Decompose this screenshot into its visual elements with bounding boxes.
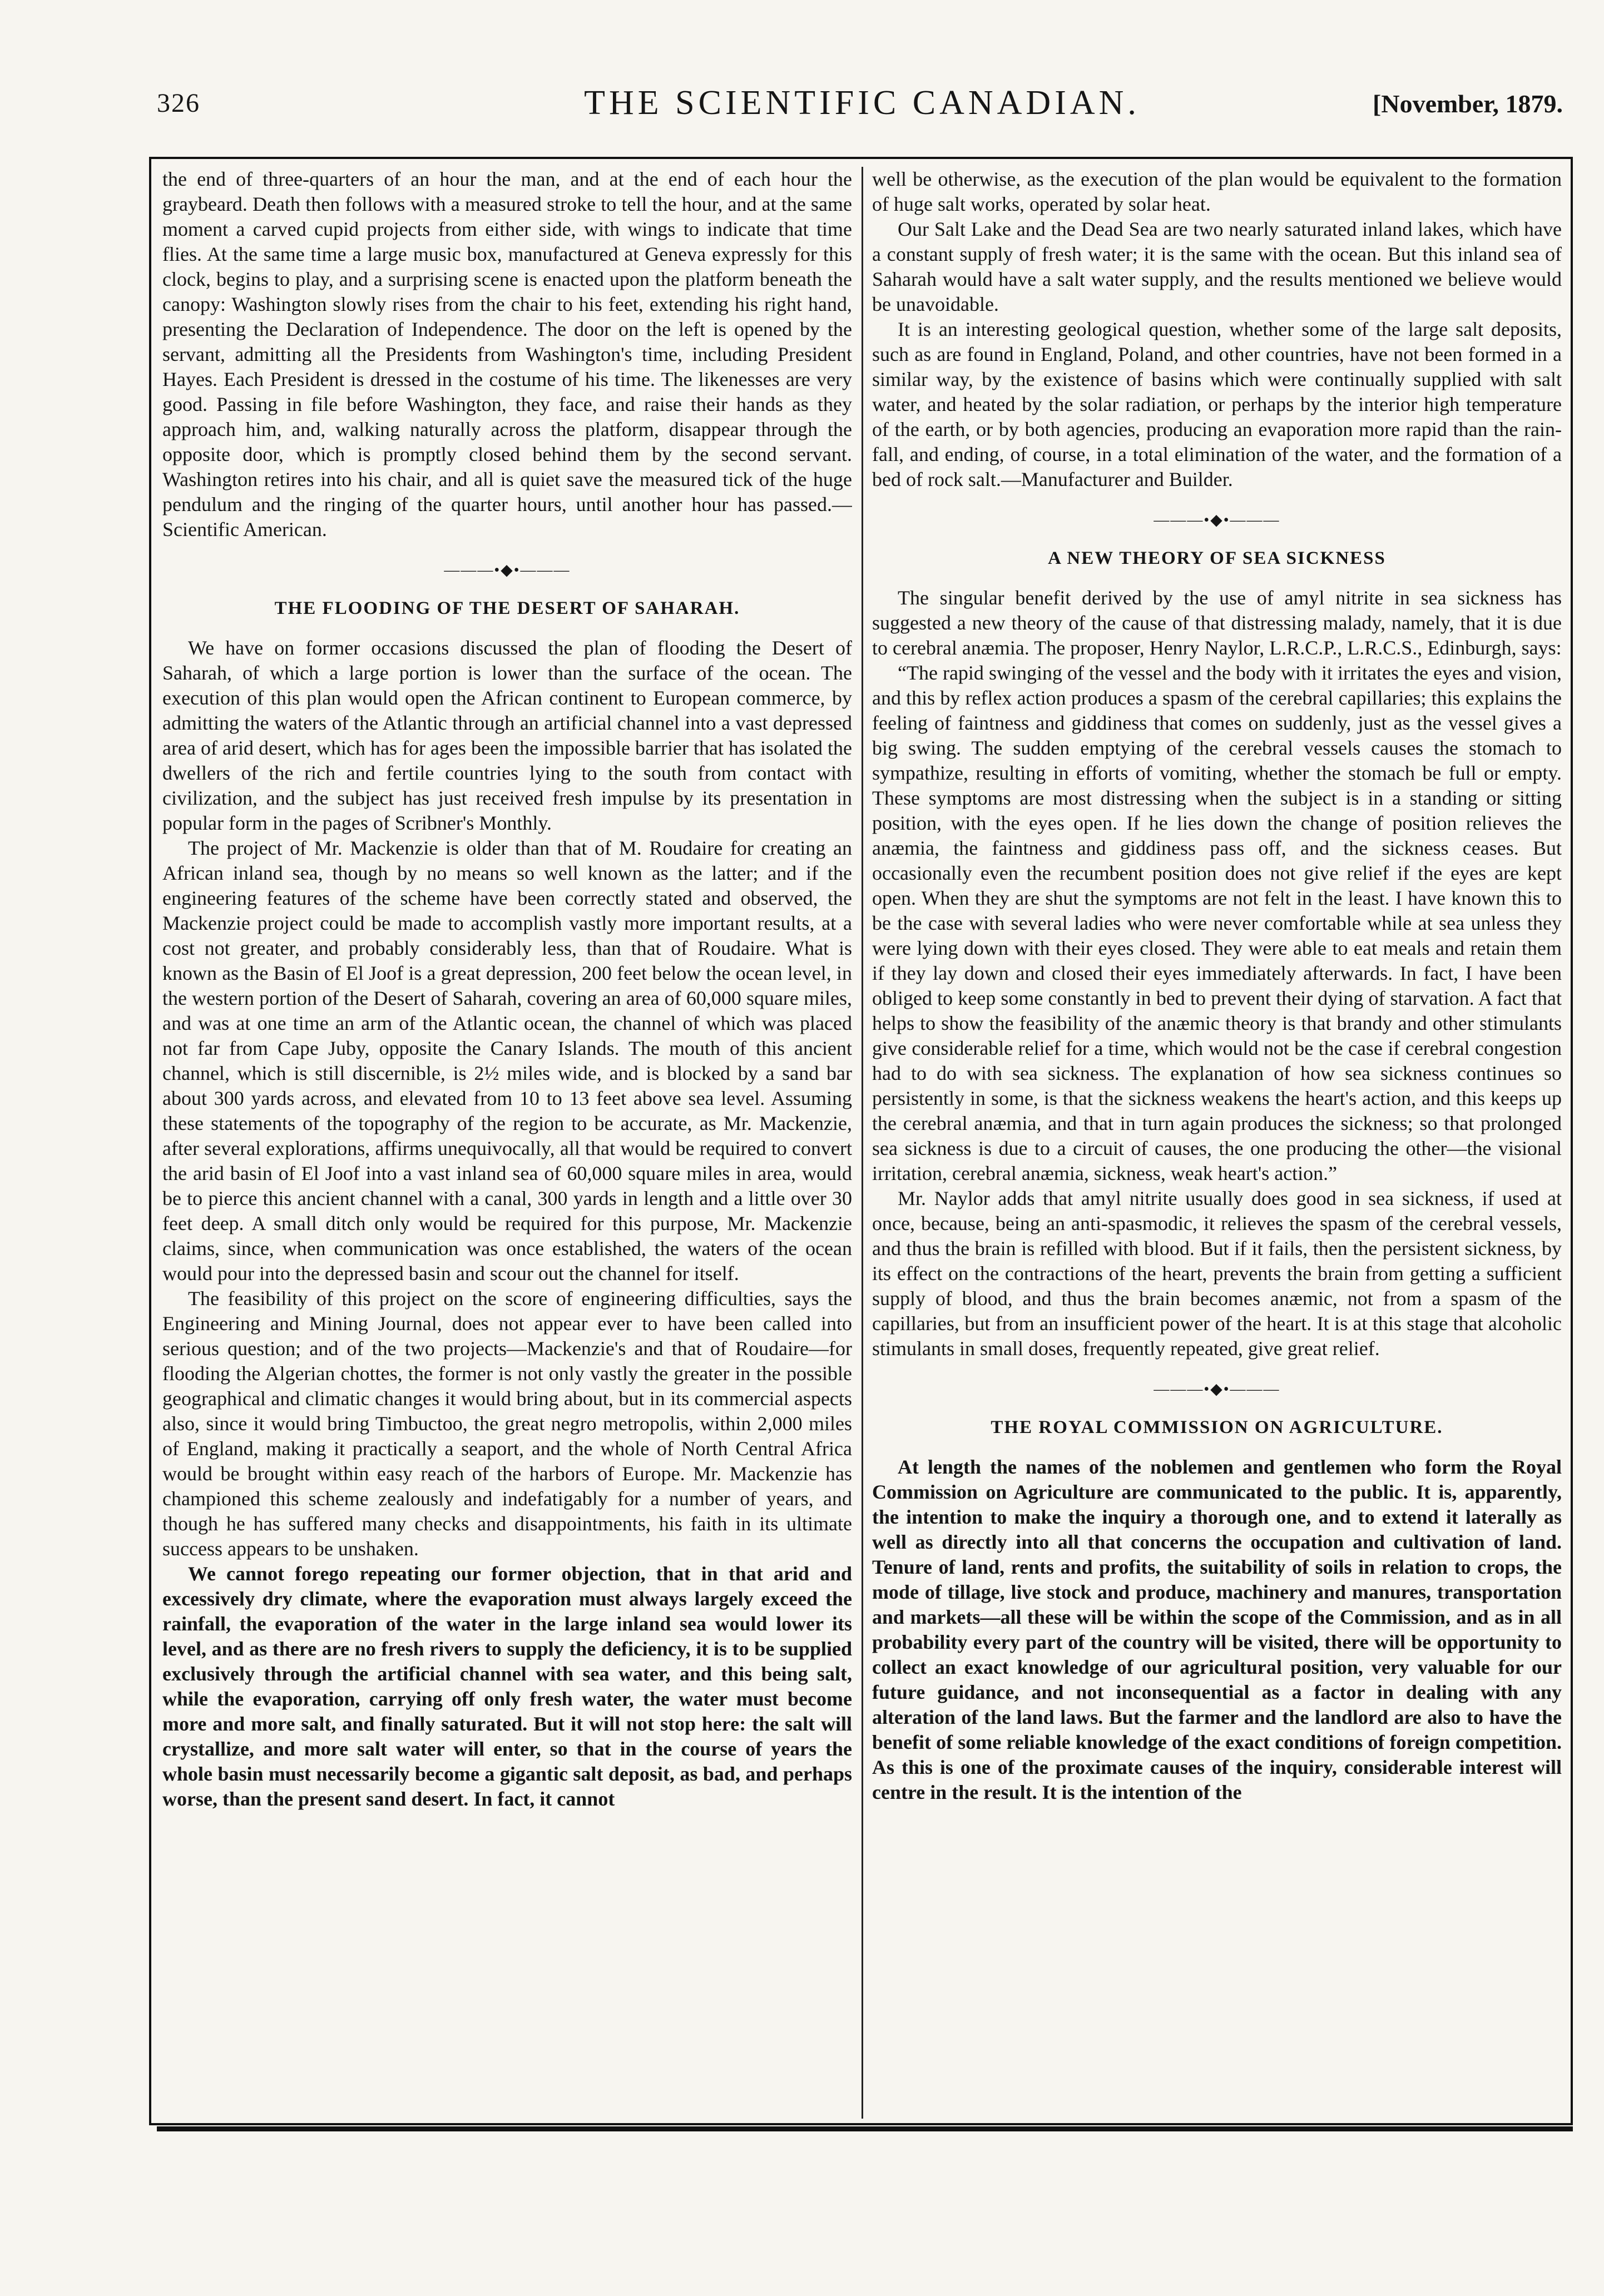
- right-column: [872, 167, 1562, 2116]
- sea-sickness-quote: “The rapid swinging of the vessel and the body with it irritates the eyes and vision, and this by reflex action produces a spasm of the cerebral capillaries; this explains the feeling of faintness and giddiness that comes on suddenly, just as the vessel gives a big swing. The sudden emptying of the cerebral vessels causes the stomach to sympathize, resulting in efforts of vomiting, whether the stomach be full or empty. These symptoms are most distressing when the subject is in a standing or sitting position, with the eyes open. If he lies down the change of position relieves the anæmia, the faintness and giddiness pass off, and the sickness ceases. But occasionally even the recumbent position does not give relief if the eyes are kept open. When they are shut the symptoms are not felt in the least. I have known this to be the case with several ladies who were never comfortable while at sea unless they were lying down with their eyes closed. They were able to eat meals and retain them if they lay down and closed their eyes immediately afterwards. In fact, I have been obliged to keep some constantly in bed to prevent their dying of starvation. A fact that helps to show the feasibility of the anæmic theory is that brandy and other stimulants give considerable relief for a time, which would not be the case if cerebral congestion had to do with sea sickness. The explanation of how sea sickness continues so persistently in some, is that the sickness weakens the heart's action, and this keeps up the cerebral anæmia, and that in turn again produces the sickness; so that prolonged sea sickness is due to a circuit of causes, the one producing the other—the visional irritation, cerebral anæmia, sickness, weak heart's action.”: [872, 662, 1562, 1184]
- left-column: [162, 167, 852, 2116]
- sahara-article-continuation: well be otherwise, as the execution of the plan would be equivalent to the formation of huge salt works, operated by solar heat.: [872, 168, 1562, 215]
- running-head: [150, 83, 1574, 128]
- section-separator: ———•◆•———: [1154, 512, 1280, 529]
- clock-article-continuation: the end of three-quarters of an hour the man, and at the end of each hour the graybeard. Death then follows with a measured stroke to tell the hour, and at the same moment a carved cupid projects from either side, with wings to indicate that time flies. At the same time a large music box, manufactured at Geneva expressly for this clock, begins to play, and a surprising scene is enacted upon the platform beneath the canopy: Washington slowly rises from the chair to his feet, extending his right hand, presenting the Declaration of Independence. The door on the left is opened by the servant, admitting all the Presidents from Washington's time, including President Hayes. Each President is dressed in the costume of his time. The likenesses are very good. Passing in file before Washington, they face, and raise their hands as they approach him, and, walking naturally across the platform, disappear through the opposite door, which is promptly closed behind them by the second servant. Washington retires into his chair, and all is quiet save the measured tick of the huge pendulum and the ringing of the quarter hours, until another hour has passed.—Scientific American.: [162, 168, 852, 540]
- sahara-paragraph: We cannot forego repeating our former objection, that in that arid and excessively dry climate, where the evaporation must always largely exceed the rainfall, the evaporation of the water in the large inland sea would lower its level, and as there are no fresh rivers to supply the deficiency, it is to be supplied exclusively through the artificial channel with sea water, and this being salt, while the evaporation, carrying off only fresh water, the water must become more and more salt, and finally saturated. But it will not stop here: the salt will crystallize, and more salt water will enter, so that in the course of years the whole basin must necessarily become a gigantic salt deposit, as bad, and perhaps worse, than the present sand desert. In fact, it cannot: [162, 1563, 852, 1810]
- section-separator: ———•◆•———: [1154, 1381, 1280, 1398]
- sahara-article-heading: THE FLOODING OF THE DESERT OF SAHARAH.: [274, 598, 740, 618]
- sea-sickness-heading: A NEW THEORY OF SEA SICKNESS: [1048, 548, 1386, 568]
- bottom-rule: [157, 2126, 1573, 2131]
- section-separator: ———•◆•———: [444, 562, 571, 579]
- royal-commission-paragraph: At length the names of the noblemen and gentlemen who form the Royal Commission on Agriculture are communicated to the public. It is, apparently, the intention to make the inquiry a thorough one, and to extend it laterally as well as directly into all that concerns the occupation and cultivation of land. Tenure of land, rents and profits, the suitability of soils in relation to crops, the mode of tillage, live stock and produce, machinery and manures, transportation and markets—all these will be within the scope of the Commission, and as in all probability every part of the country will be visited, there will be opportunity to collect an exact knowledge of our agricultural position, very valuable for our future guidance, and not inconsequential as a factor in dealing with any alteration of the land laws. But the farmer and the landlord are also to have the benefit of some reliable knowledge of the exact conditions of foreign competition. As this is one of the proximate causes of the inquiry, considerable interest will centre in the result. It is the intention of the: [872, 1456, 1562, 1803]
- sahara-paragraph: It is an interesting geological question, whether some of the large salt deposits, such as are found in England, Poland, and other countries, have not been formed in a similar way, by the existence of basins which were continually supplied with salt water, and heated by the solar radiation, or perhaps by the interior high temperature of the earth, or by both agencies, producing an evaporation more rapid than the rain-fall, and ending, of course, in a total elimination of the water, and the formation of a bed of rock salt.—Manufacturer and Builder.: [872, 318, 1562, 490]
- sahara-paragraph: The project of Mr. Mackenzie is older than that of M. Roudaire for creating an African inland sea, though by no means so well known as the latter; and if the engineering features of the scheme have been correctly stated and observed, the Mackenzie project could be made to accomplish vastly more important results, at a cost not greater, and probably considerably less, than that of Roudaire. What is known as the Basin of El Joof is a great depression, 200 feet below the ocean level, in the western portion of the Desert of Saharah, covering an area of 60,000 square miles, and was at one time an arm of the Atlantic ocean, the channel of which was placed not far from Cape Juby, opposite the Canary Islands. The mouth of this ancient channel, which is still discernible, is 2½ miles wide, and is blocked by a sand bar about 300 yards across, and elevated from 10 to 13 feet above sea level. Assuming these statements of the topography of the region to be accurate, as Mr. Mackenzie, after several explorations, affirms unequivocally, all that would be required to convert the arid basin of El Joof into a vast inland sea of 60,000 square miles in area, would be to pierce this ancient channel with a canal, 300 yards in length and a little over 30 feet deep. A small ditch only would be required for this purpose, Mr. Mackenzie claims, since, when communication was once established, the waters of the ocean would pour into the depressed basin and scour out the channel for itself.: [162, 837, 852, 1285]
- royal-commission-heading: THE ROYAL COMMISSION ON AGRICULTURE.: [991, 1417, 1443, 1437]
- page-number: 326: [157, 88, 200, 118]
- sahara-paragraph: We have on former occasions discussed the plan of flooding the Desert of Saharah, of which a large portion is lower than the surface of the ocean. The execution of this plan would open the African continent to European commerce, by admitting the waters of the Atlantic through an artificial channel into a vast depressed area of arid desert, which has for ages been the impossible barrier that has isolated the dwellers of the rich and fertile countries lying to the south from contact with civilization, and the subject has just received fresh impulse by its presentation in popular form in the pages of Scribner's Monthly.: [162, 637, 852, 834]
- sahara-paragraph: The feasibility of this project on the score of engineering difficulties, says the Engineering and Mining Journal, does not appear ever to have been called into serious question; and of the two projects—Mackenzie's and that of Roudaire—for flooding the Algerian chottes, the former is not only vastly the greater in the possible geographical and climatic changes it would bring about, but in its commercial aspects also, since it would bring Timbuctoo, the great negro metropolis, within 2,000 miles of England, making it practically a seaport, and the whole of North Central Africa would be brought within easy reach of the harbors of Europe. Mr. Mackenzie has championed this scheme zealously and indefatigably for a number of years, and though he has suffered many checks and disappointments, his faith in its ultimate success appears to be unshaken.: [162, 1287, 852, 1560]
- column-divider: [862, 167, 863, 2119]
- issue-date: [November, 1879.: [1373, 90, 1563, 118]
- sahara-paragraph: Our Salt Lake and the Dead Sea are two nearly saturated inland lakes, which have a constant supply of fresh water; it is the same with the ocean. But this inland sea of Saharah would have a salt water supply, and the results mentioned we believe would be unavoidable.: [872, 218, 1562, 315]
- journal-title: THE SCIENTIFIC CANADIAN.: [584, 84, 1140, 122]
- sea-sickness-paragraph: The singular benefit derived by the use of amyl nitrite in sea sickness has suggested a new theory of the cause of that distressing malady, namely, that it is due to cerebral anæmia. The proposer, Henry Naylor, L.R.C.P., L.R.C.S., Edinburgh, says:: [872, 587, 1562, 659]
- sea-sickness-paragraph: Mr. Naylor adds that amyl nitrite usually does good in sea sickness, if used at once, because, being an anti-spasmodic, it relieves the spasm of the cerebral vessels, and thus the brain is refilled with blood. But if it fails, then the persistent sickness, by its effect on the contractions of the heart, prevents the brain from getting a sufficient supply of blood, and thus the brain becomes anæmic, not from a spasm of the capillaries, but from an insufficient power of the heart. It is at this stage that alcoholic stimulants in small doses, frequently repeated, give great relief.: [872, 1187, 1562, 1360]
